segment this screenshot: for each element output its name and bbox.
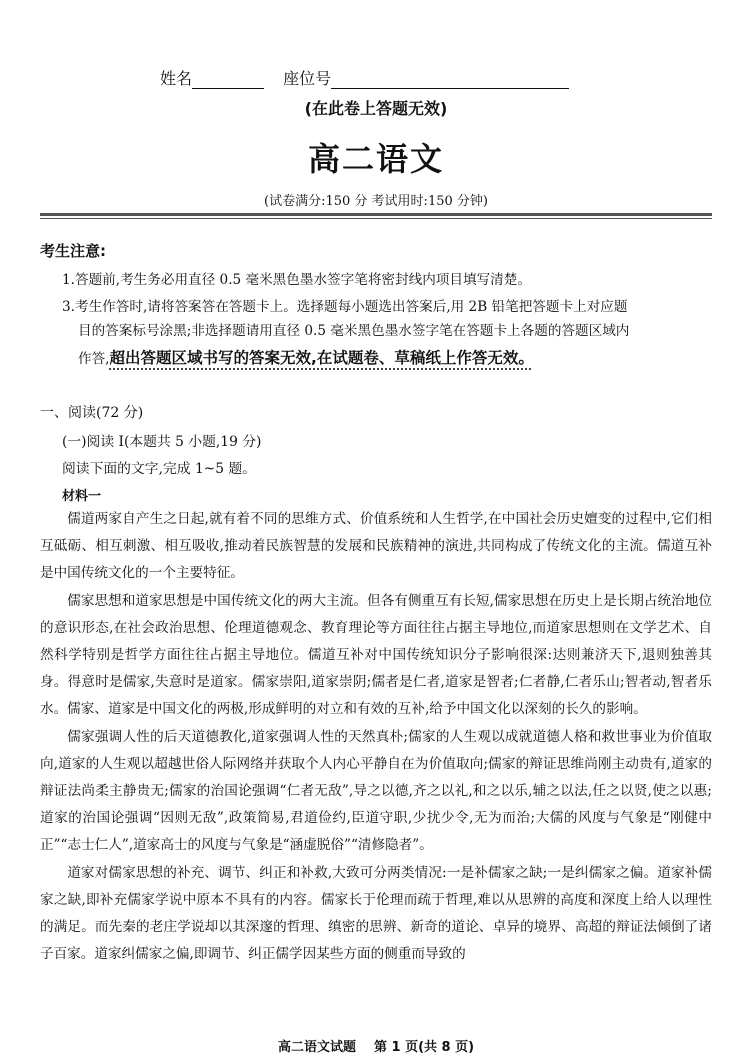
header-divider-thin — [40, 218, 712, 219]
rule-3-prefix: 作答, — [78, 351, 110, 367]
section-heading: 一、阅读(72 分) — [40, 405, 144, 421]
reading-subheading: (一)阅读 I(本题共 5 小题,19 分) — [62, 434, 262, 450]
candidate-info-line — [160, 66, 569, 89]
rule-3 — [62, 295, 722, 371]
rule-3-line-2: 目的答案标号涂黑;非选择题请用直径 0.5 毫米黑色墨水签字笔在答题卡上各题的答题区域内 — [78, 323, 630, 339]
name-label: 姓名 — [160, 69, 193, 88]
rule-3-line-3 — [62, 346, 722, 371]
material-label: 材料一 — [62, 489, 102, 504]
material-body — [40, 506, 712, 968]
rule-3-line-1: 3.考生作答时,请将答案答在答题卡上。选择题每小题选出答案后,用 2B 铅笔把答题卡上对应题 — [62, 299, 628, 315]
page-footer — [0, 1036, 752, 1055]
paragraph: 道家对儒家思想的补充、调节、纠正和补救,大致可分两类情况:一是补儒家之缺;一是纠儒家之偏。道家补儒家之缺,即补充儒家学说中原本不具有的内容。儒家长于伦理而疏于哲理,难以从思辨的高度和深度上给人以理性的满足。而先秦的老庄学说却以其深邃的哲理、缜密的思辨、新奇的道论、卓异的境界、高超的辩证法倾倒了诸子百家。道家纠儒家之偏,即调节、纠正儒学因某些方面的侧重而导致的 — [40, 864, 712, 963]
header-divider-thick — [40, 213, 712, 216]
seat-label: 座位号 — [283, 69, 332, 88]
exam-title: 高二语文 — [307, 140, 444, 178]
attention-title: 考生注意: — [40, 242, 106, 260]
name-blank — [192, 72, 264, 89]
exam-subtitle: (试卷满分:150 分 考试用时:150 分钟) — [264, 194, 488, 209]
rule-3-emphasis: 超出答题区域书写的答案无效,在试题卷、草稿纸上作答无效。 — [109, 349, 534, 367]
paragraph: 儒道两家自产生之日起,就有着不同的思维方式、价值系统和人生哲学,在中国社会历史嬗变的过程中,它们相互砥砺、相互刺激、相互吸收,推动着民族智慧的发展和民族精神的演进,共同构成了传统文化的主流。儒道互补是中国传统文化的一个主要特征。 — [40, 511, 712, 582]
paragraph: 儒家强调人性的后天道德教化,道家强调人性的天然真朴;儒家的人生观以成就道德人格和救世事业为价值取向,道家的人生观以超越世俗人际网络并获取个人内心平静自在为价值取向;儒家的辩证思维尚刚主动贵有,道家的辩证法尚柔主静贵无;儒家的治国论强调“仁者无敌”,导之以德,齐之以礼,和之以乐,辅之以法,任之以贤,使之以惠;道家的治国论强调“因则无敌”,政策简易,君道俭约,臣道守职,少扰少令,无为而治;大儒的风度与气象是“刚健中正”“志士仁人”,道家高士的风度与气象是“涵虚脱俗”“清修隐者”。 — [40, 728, 712, 854]
footer-page-info: 第 1 页(共 8 页) — [373, 1040, 475, 1055]
paragraph: 儒家思想和道家思想是中国传统文化的两大主流。但各有侧重互有长短,儒家思想在历史上是长期占统治地位的意识形态,在社会政治思想、伦理道德观念、教育理论等方面往往占据主导地位,而道家思想则在文学艺术、自然科学特别是哲学方面往往占据主导地位。儒道互补对中国传统知识分子影响很深:达则兼济天下,退则独善其身。得意时是儒家,失意时是道家。儒家崇阳,道家崇阴;儒者是仁者,道家是智者;仁者静,仁者乐山;智者动,智者乐水。儒家、道家是中国文化的两极,形成鲜明的对立和有效的互补,给予中国文化以深刻的长久的影响。 — [40, 592, 712, 718]
seat-blank — [331, 72, 569, 89]
reading-instruction: 阅读下面的文字,完成 1~5 题。 — [62, 461, 257, 477]
rule-1-text: 1.答题前,考生务必用直径 0.5 毫米黑色墨水签字笔将密封线内项目填写清楚。 — [62, 272, 531, 288]
rule-1 — [62, 268, 722, 292]
footer-exam-name: 高二语文试题 — [277, 1040, 356, 1055]
invalid-answer-notice: (在此卷上答题无效) — [304, 99, 448, 118]
